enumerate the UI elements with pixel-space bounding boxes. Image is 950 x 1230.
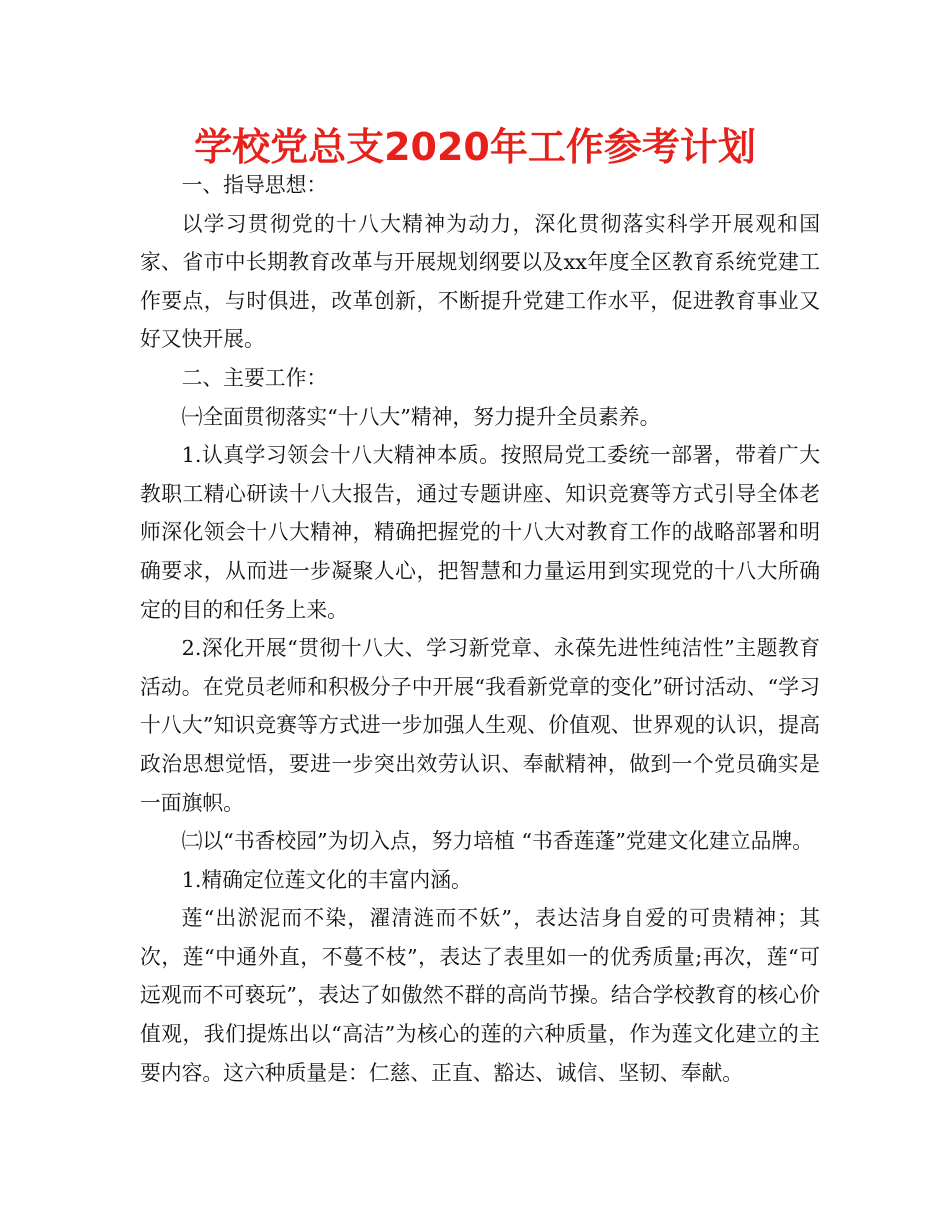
paragraph-item-1-2: 2.深化开展“贯彻十八大、学习新党章、永葆先进性纯洁性”主题教育活动。在党员老师和积极分子中开展“我看新党章的变化”研讨活动、“学习十八大”知识竞赛等方式进一步加强人生观、价值观、世界观的认识，提高政治思想觉悟，要进一步突出效劳认识、奉献精神，做到一个党员确实是一面旗帜。 (140, 636, 820, 815)
subheading-section-2: ㈡以“书香校园”为切入点，努力培植 “书香莲蓬”党建文化建立品牌。 (181, 829, 814, 854)
document-body (140, 166, 820, 1092)
paragraph-item-2-1: 1.精确定位莲文化的丰富内涵。 (181, 867, 472, 892)
heading-main-work: 二、主要工作： (181, 365, 328, 390)
paragraph-guiding-ideology: 以学习贯彻党的十八大精神为动力，深化贯彻落实科学开展观和国家、省市中长期教育改革与开展规划纲要以及xx年度全区教育系统党建工作要点，与时俱进，改革创新，不断提升党建工作水平，促进教育事业又好又快开展。 (140, 211, 820, 352)
paragraph-item-1-1: 1.认真学习领会十八大精神本质。按照局党工委统一部署，带着广大教职工精心研读十八大报告，通过专题讲座、知识竞赛等方式引导全体老师深化领会十八大精神，精确把握党的十八大对教育工作的战略部署和明确要求，从而进一步凝聚人心，把智慧和力量运用到实现党的十八大所确定的目的和任务上来。 (140, 443, 820, 622)
subheading-section-1: ㈠全面贯彻落实“十八大”精神，努力提升全员素养。 (181, 404, 661, 429)
document-title: 学校党总支2020年工作参考计划 (194, 125, 756, 169)
heading-guiding-ideology: 一、指导思想： (181, 173, 328, 197)
paragraph-lotus-culture: 莲“出淤泥而不染，濯清涟而不妖”，表达洁身自爱的可贵精神；其次，莲“中通外直，不蔓不枝”，表达了表里如一的优秀质量;再次，莲“可远观而不可亵玩”，表达了如傲然不群的高尚节操。结合学校教育的核心价值观，我们提炼出以“高洁”为核心的莲的六种质量，作为莲文化建立的主要内容。这六种质量是：仁慈、正直、豁达、诚信、坚韧、奉献。 (140, 906, 820, 1085)
